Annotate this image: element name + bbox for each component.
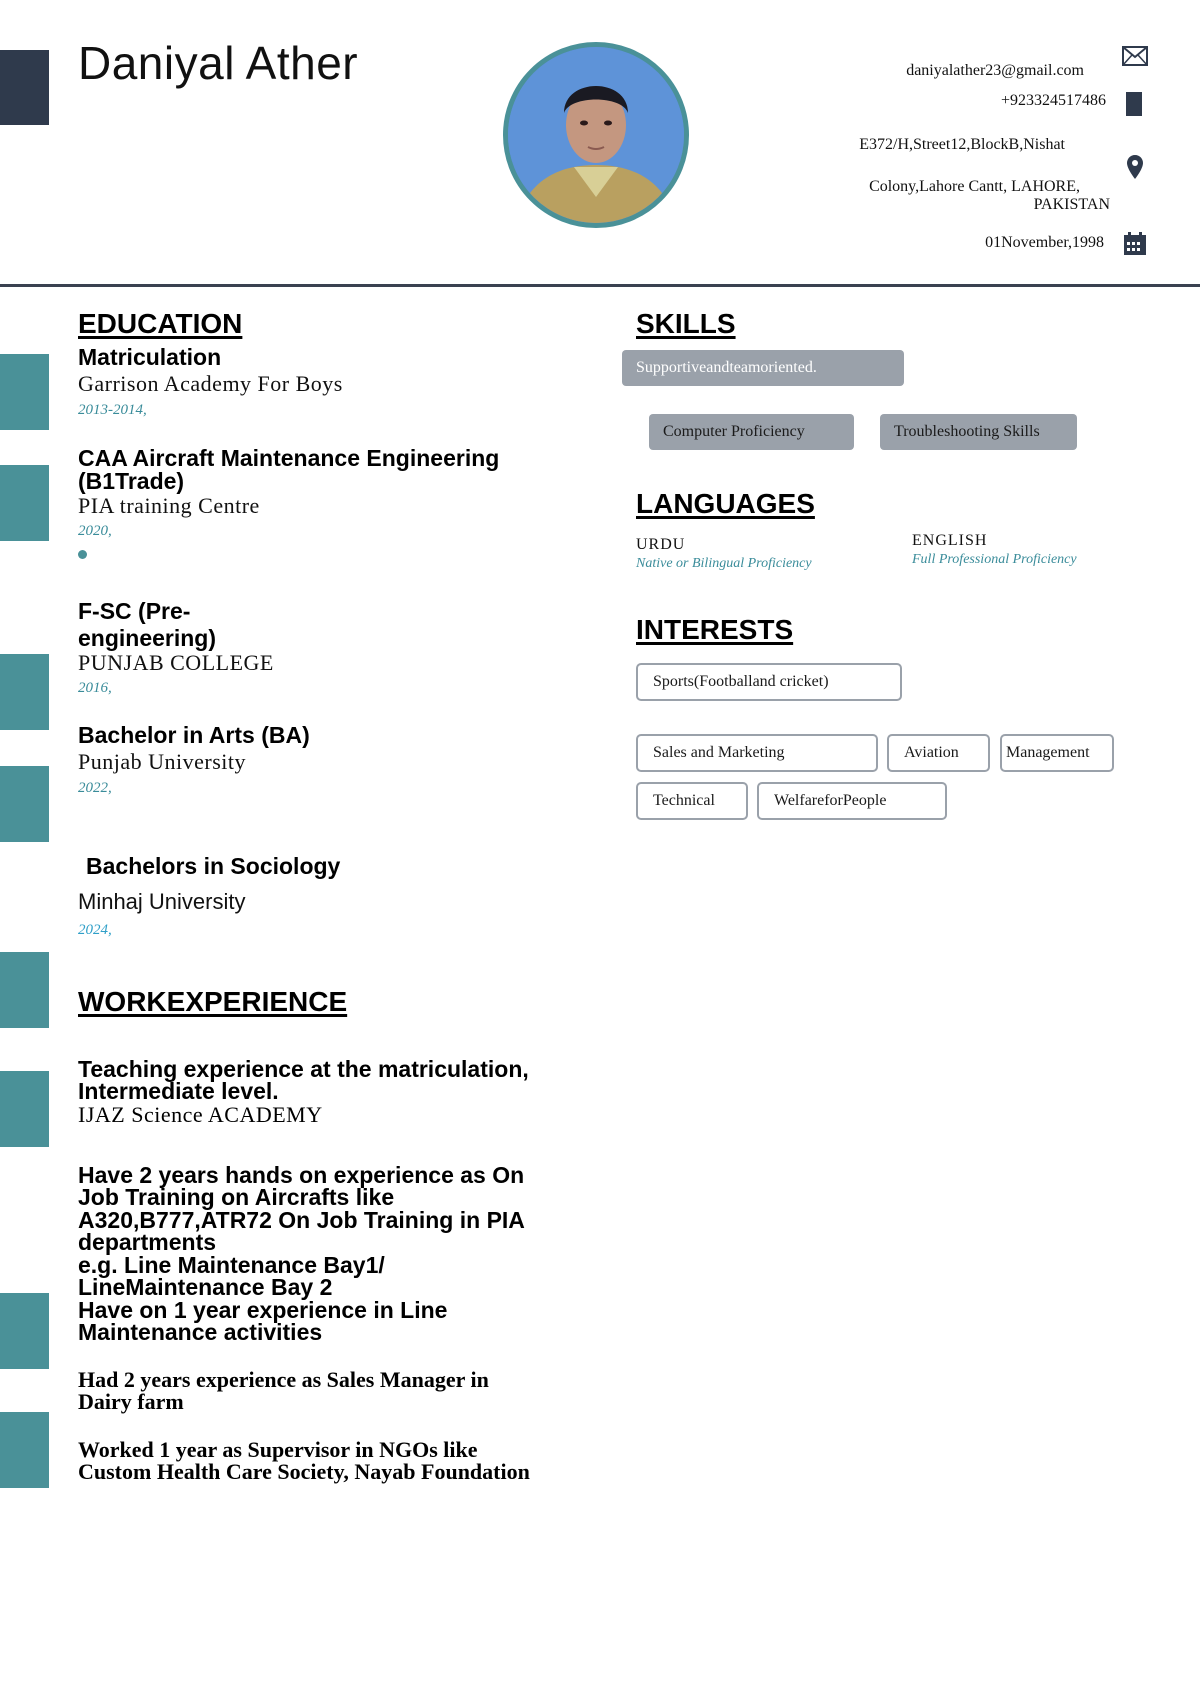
- interests-title: INTERESTS: [636, 614, 794, 645]
- bullet-dot: [78, 550, 87, 559]
- work-item-line: departments: [78, 1229, 217, 1255]
- edu-year: 2013-2014,: [78, 402, 147, 418]
- edu-institution: PUNJAB COLLEGE: [78, 650, 274, 675]
- language-name: URDU: [636, 536, 686, 553]
- skill-chip: Troubleshooting Skills: [880, 414, 1077, 450]
- decor-bar-header: [0, 50, 49, 125]
- edu-degree: Bachelors in Sociology: [86, 853, 341, 879]
- work-item-line: A320,B777,ATR72 On Job Training in PIA: [78, 1207, 525, 1233]
- work-item-line: Job Training on Aircrafts like: [78, 1184, 395, 1210]
- contact-address-line1: E372/H,Street12,BlockB,Nishat: [859, 136, 1065, 153]
- edu-institution: PIA training Centre: [78, 493, 260, 518]
- language-level: Full Professional Proficiency: [912, 552, 1077, 567]
- education-title: EDUCATION: [78, 308, 243, 339]
- edu-institution: Minhaj University: [78, 889, 246, 914]
- skill-chip: Supportiveandteamoriented.: [622, 350, 904, 386]
- work-item-line: Had 2 years experience as Sales Manager in: [78, 1367, 489, 1392]
- work-item-line: Worked 1 year as Supervisor in NGOs like: [78, 1437, 478, 1462]
- work-item-line: Dairy farm: [78, 1389, 184, 1414]
- language-level: Native or Bilingual Proficiency: [636, 556, 812, 571]
- work-item-title: Teaching experience at the matriculation, Intermediate level.: [78, 1056, 529, 1104]
- profile-photo: [503, 42, 689, 228]
- interest-chip: Aviation: [887, 734, 990, 772]
- work-item-line: e.g. Line Maintenance Bay1/: [78, 1252, 385, 1278]
- candidate-name: Daniyal Ather: [78, 37, 359, 89]
- work-title: WORKEXPERIENCE: [78, 986, 348, 1017]
- interest-chip: Technical: [636, 782, 748, 820]
- edu-year: 2020,: [78, 523, 112, 539]
- decor-bar: [0, 1293, 49, 1369]
- contact-dob: 01November,1998: [985, 234, 1104, 251]
- contact-address-line3: PAKISTAN: [1033, 196, 1110, 213]
- skills-title: SKILLS: [636, 308, 736, 339]
- edu-year: 2024,: [78, 922, 112, 938]
- language-name: ENGLISH: [912, 532, 988, 549]
- work-item-line: LineMaintenance Bay 2: [78, 1274, 333, 1300]
- edu-year: 2022,: [78, 780, 112, 796]
- decor-bar: [0, 654, 49, 730]
- work-item-line: Have 2 years hands on experience as On: [78, 1162, 525, 1188]
- edu-institution: Garrison Academy For Boys: [78, 371, 343, 396]
- interest-chip: WelfareforPeople: [757, 782, 947, 820]
- envelope-icon: [1122, 46, 1148, 66]
- work-item-line: Maintenance activities: [78, 1319, 323, 1345]
- phone-icon: [1126, 92, 1142, 116]
- calendar-icon: [1123, 232, 1147, 256]
- edu-degree: CAA Aircraft Maintenance Engineering (B1Trade): [78, 445, 500, 494]
- decor-bar: [0, 354, 49, 430]
- work-item-line: Have on 1 year experience in Line: [78, 1297, 448, 1323]
- skill-chip: Computer Proficiency: [649, 414, 854, 450]
- edu-degree-line2: engineering): [78, 625, 217, 651]
- work-item-place: IJAZ Science ACADEMY: [78, 1102, 323, 1127]
- interest-chip: Sports(Footballand cricket): [636, 663, 902, 701]
- languages-title: LANGUAGES: [636, 488, 815, 519]
- contact-phone[interactable]: +923324517486: [1000, 92, 1106, 109]
- interest-chip: Sales and Marketing: [636, 734, 878, 772]
- edu-year: 2016,: [78, 680, 112, 696]
- decor-bar: [0, 766, 49, 842]
- decor-bar: [0, 952, 49, 1028]
- decor-bar: [0, 1071, 49, 1147]
- contact-address-line2: Colony,Lahore Cantt, LAHORE,: [869, 178, 1080, 195]
- location-pin-icon: [1126, 154, 1144, 180]
- work-item-line: Custom Health Care Society, Nayab Foundation: [78, 1459, 530, 1484]
- header-divider: [0, 284, 1200, 287]
- edu-degree: Bachelor in Arts (BA): [78, 722, 310, 748]
- edu-degree-line1: F-SC (Pre-: [78, 598, 191, 624]
- decor-bar: [0, 1412, 49, 1488]
- interest-chip: Management: [1000, 734, 1114, 772]
- decor-bar: [0, 465, 49, 541]
- edu-institution: Punjab University: [78, 749, 246, 774]
- edu-degree: Matriculation: [78, 344, 222, 370]
- contact-email[interactable]: daniyalather23@gmail.com: [906, 62, 1084, 79]
